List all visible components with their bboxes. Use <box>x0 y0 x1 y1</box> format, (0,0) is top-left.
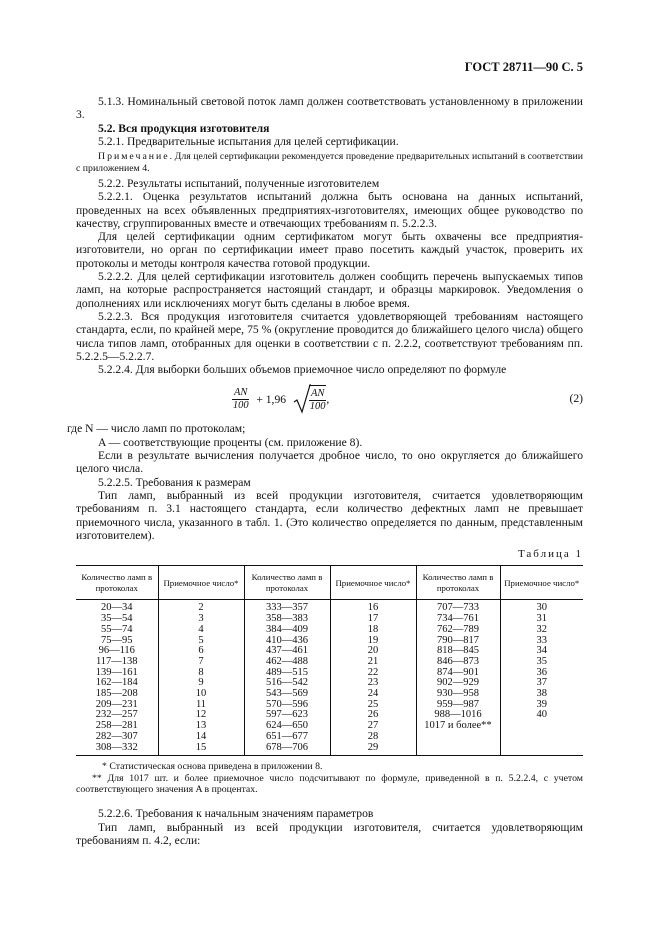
formula-fraction-1 <box>232 387 249 412</box>
table-cell-col6: 33 <box>500 636 583 647</box>
table-row <box>76 743 583 756</box>
acceptance-table <box>76 565 583 756</box>
table-cell-col5: 790—817 <box>416 636 500 647</box>
table-cell-col5: 902—929 <box>416 678 500 689</box>
table-cell-col6 <box>500 732 583 743</box>
table-cell-col1: 308—332 <box>76 743 158 756</box>
table-cell-col2: 14 <box>158 732 244 743</box>
table-cell-col1: 209—231 <box>95 698 138 710</box>
table-cell-col3: 516—542 <box>244 678 330 689</box>
table-cell-col3: 570—596 <box>244 700 330 711</box>
table-cell-col6: 32 <box>500 625 583 636</box>
table-cell-col2: 8 <box>158 668 244 679</box>
table-cell-col4: 25 <box>330 700 416 711</box>
table-cell-col3: 410—436 <box>244 636 330 647</box>
table-cell-col4: 16 <box>330 600 416 614</box>
table-cell-col3: 462—488 <box>244 657 330 668</box>
formula-2: $\frac{AN}{100}$ + 1,96 $\frac{AN}{100}$ , (2) <box>76 378 583 420</box>
table-cell-col6: 37 <box>500 678 583 689</box>
para-5-2-2-5: 5.2.2.5. Требования к размерам <box>98 475 251 489</box>
formula-fraction-2 <box>309 385 326 413</box>
para-5-2-2-1: 5.2.2.1. Оценка результатов испытаний должна быть основана на данных испытаний, проведенных на всех объявленных предприятиях-изготовителях, имеющих общее руководство по качеству, сгруппированных вместе и отвечающих требованиям п. 5.2.2.3. <box>76 190 583 230</box>
table-row <box>76 600 583 614</box>
table-cell-col3: 489—515 <box>244 668 330 679</box>
table-cell-col2: 12 <box>158 710 244 721</box>
table-cell-col5: 762—789 <box>416 625 500 636</box>
table-cell-col5: 1017 и более** <box>416 721 500 732</box>
formula-denominator-1: 100 <box>232 399 249 411</box>
section-5-2-title: 5.2. Вся продукция изготовителя <box>98 121 270 135</box>
formula-denominator-2: 100 <box>309 401 326 413</box>
formula-numerator-2: AN <box>310 388 325 400</box>
table-row <box>76 625 583 636</box>
table-cell-col4: 19 <box>330 636 416 647</box>
where-n: где N — число ламп по протоколам; <box>67 422 246 436</box>
table-body <box>76 600 583 756</box>
para-5-1-3: 5.1.3. Номинальный световой поток ламп должен соответствовать установленному в приложении 3. <box>76 95 583 122</box>
table-cell-col3: 333—357 <box>244 600 330 614</box>
table-cell-col4: 20 <box>330 646 416 657</box>
table-row <box>76 614 583 625</box>
table-cell-col2: 13 <box>158 721 244 732</box>
table-cell-col2: 3 <box>158 614 244 625</box>
header-accept-1: Приемочное число* <box>158 566 244 600</box>
table-cell-col5: 846—873 <box>416 657 500 668</box>
where-a: A — соответствующие проценты (см. приложение 8). <box>98 435 363 449</box>
table-cell-col1: 55—74 <box>101 623 133 635</box>
para-5-2-2-4: 5.2.2.4. Для выборки больших объемов приемочное число определяют по формуле <box>98 363 507 377</box>
table-cell-col1: 258—281 <box>95 720 138 732</box>
table-cell-col5: 874—901 <box>416 668 500 679</box>
note-text: . Для целей сертификации рекомендуется проведение предварительных испытаний в соответствии с приложением 4. <box>76 151 583 174</box>
table-cell-col2: 11 <box>158 700 244 711</box>
para-initial-values: Тип ламп, выбранный из всей продукции изготовителя, считается удовлетворяющим требованиям п. 4.2, если: <box>76 820 583 848</box>
table-row <box>76 700 583 711</box>
table-cell-col5: 734—761 <box>416 614 500 625</box>
table-row <box>76 689 583 700</box>
note <box>76 151 583 174</box>
formula-numerator-1: AN <box>234 386 248 398</box>
footnote-2: ** Для 1017 шт. и более приемочное число подсчитывают по формуле, приведенной в п. 5.2.2.4, с учетом соответствующего значения A в процентах. <box>76 772 583 796</box>
table-cell-col5: 959—987 <box>416 700 500 711</box>
table-row <box>76 721 583 732</box>
table-cell-col1: 35—54 <box>101 613 133 625</box>
table-row <box>76 636 583 647</box>
formula-operator: + 1,96 <box>256 392 287 406</box>
table-cell-col1: 162—184 <box>95 677 138 689</box>
table-cell-col2: 9 <box>158 678 244 689</box>
table-cell-col5 <box>416 743 500 756</box>
table-caption: Таблица 1 <box>517 548 583 561</box>
table-cell-col1: 20—34 <box>101 602 133 614</box>
table-cell-col4: 28 <box>330 732 416 743</box>
table-cell-col6: 35 <box>500 657 583 668</box>
note-label: Примечание <box>98 151 170 163</box>
table-row <box>76 678 583 689</box>
table-cell-col1: 139—161 <box>95 666 138 678</box>
table-cell-col2: 10 <box>158 689 244 700</box>
table-cell-col4: 29 <box>330 743 416 756</box>
table-cell-col6: 40 <box>500 710 583 721</box>
table-cell-col6 <box>500 721 583 732</box>
table-cell-col3: 384—409 <box>244 625 330 636</box>
table-cell-col2: 6 <box>158 646 244 657</box>
table-cell-col3: 597—623 <box>244 710 330 721</box>
header-accept-3: Приемочное число* <box>500 566 583 600</box>
table-cell-col5 <box>416 732 500 743</box>
table-cell-col3: 651—677 <box>244 732 330 743</box>
para-5-2-2-2: 5.2.2.2. Для целей сертификации изготовитель должен сообщить перечень выпускаемых типов ламп, на которые распространяется настоящий стандарт, и образцы маркировок. Уведомления о дополнениях или исключениях могут быть сделаны в любое время. <box>76 270 583 310</box>
page-header: ГОСТ 28711—90 С. 5 <box>464 60 583 74</box>
table-cell-col5: 818—845 <box>416 646 500 657</box>
para-dimensions: Тип ламп, выбранный из всей продукции изготовителя, считается удовлетворяющим требованиям п. 3.1 настоящего стандарта, если количество дефектных ламп не превышает приемочного числа, указанного в табл. 1. (Это количество определяется по данным, представленным изготовителем). <box>76 488 583 542</box>
table-cell-col4: 26 <box>330 710 416 721</box>
table-cell-col5: 988—1016 <box>416 710 500 721</box>
para-5-2-2-3: 5.2.2.3. Вся продукция изготовителя считается удовлетворяющей требованиям настоящего стандарта, если, по крайней мере, 75 % (округление проводится до ближайшего целого числа) общего числа типов ламп, отобранных для оценки в соответствии с п. 2.2.2, соответствуют требованиям пп. 5.2.2.5—5.2.2.7. <box>76 309 583 363</box>
table-cell-col1: 96—116 <box>98 645 135 657</box>
header-lamps-1: Количество ламп в протоколах <box>76 566 158 600</box>
table-cell-col4: 21 <box>330 657 416 668</box>
footnote-1: * Статистическая основа приведена в приложении 8. <box>102 761 323 773</box>
table-row <box>76 710 583 721</box>
table-cell-col6: 38 <box>500 689 583 700</box>
table-cell-col6: 30 <box>500 600 583 614</box>
table-row <box>76 657 583 668</box>
table-cell-col4: 17 <box>330 614 416 625</box>
para-5-2-1: 5.2.1. Предварительные испытания для целей сертификации. <box>98 134 399 148</box>
table-cell-col3: 624—650 <box>244 721 330 732</box>
para-5-2-2: 5.2.2. Результаты испытаний, полученные изготовителем <box>98 177 380 190</box>
table-cell-col2: 4 <box>158 625 244 636</box>
table-cell-col6: 36 <box>500 668 583 679</box>
table-cell-col6: 34 <box>500 646 583 657</box>
table-row <box>76 668 583 679</box>
table-cell-col3: 437—461 <box>244 646 330 657</box>
table-cell-col4: 27 <box>330 721 416 732</box>
header-accept-2: Приемочное число* <box>330 566 416 600</box>
table-cell-col4: 22 <box>330 668 416 679</box>
table-row <box>76 732 583 743</box>
para-5-2-2-6: 5.2.2.6. Требования к начальным значениям параметров <box>98 807 374 821</box>
table-cell-col3: 543—569 <box>244 689 330 700</box>
table-cell-col2: 7 <box>158 657 244 668</box>
para-rounding: Если в результате вычисления получается дробное число, то оно округляется до ближайшего целого числа. <box>76 449 583 476</box>
document-body <box>67 95 583 848</box>
table-cell-col5: 930—958 <box>416 689 500 700</box>
table-cell-col1: 232—257 <box>95 709 138 721</box>
header-lamps-3: Количество ламп в протоколах <box>416 566 500 600</box>
table-cell-col1: 185—208 <box>95 688 138 700</box>
table-cell-col1: 75—95 <box>101 634 133 646</box>
table-cell-col2: 15 <box>158 743 244 756</box>
table-cell-col1: 282—307 <box>95 730 138 742</box>
table-cell-col4: 24 <box>330 689 416 700</box>
table-cell-col6: 31 <box>500 614 583 625</box>
table-cell-col3: 358—383 <box>244 614 330 625</box>
table-header-row <box>76 566 583 600</box>
formula-number: (2) <box>569 392 583 406</box>
table-row <box>76 646 583 657</box>
table-cell-col5: 707—733 <box>416 600 500 614</box>
table-cell-col2: 5 <box>158 636 244 647</box>
table-cell-col3: 678—706 <box>244 743 330 756</box>
table-cell-col6 <box>500 743 583 756</box>
table-cell-col2: 2 <box>158 600 244 614</box>
table-cell-col6: 39 <box>500 700 583 711</box>
table-cell-col4: 23 <box>330 678 416 689</box>
header-lamps-2: Количество ламп в протоколах <box>244 566 330 600</box>
table-cell-col4: 18 <box>330 625 416 636</box>
para-certificate: Для целей сертификации одним сертификатом могут быть охвачены все предприятия-изготовители, но орган по сертификации имеет право посетить каждый участок, проверить их протоколы и методы контроля качества готовой продукции. <box>76 230 583 270</box>
table-cell-col1: 117—138 <box>95 655 138 667</box>
